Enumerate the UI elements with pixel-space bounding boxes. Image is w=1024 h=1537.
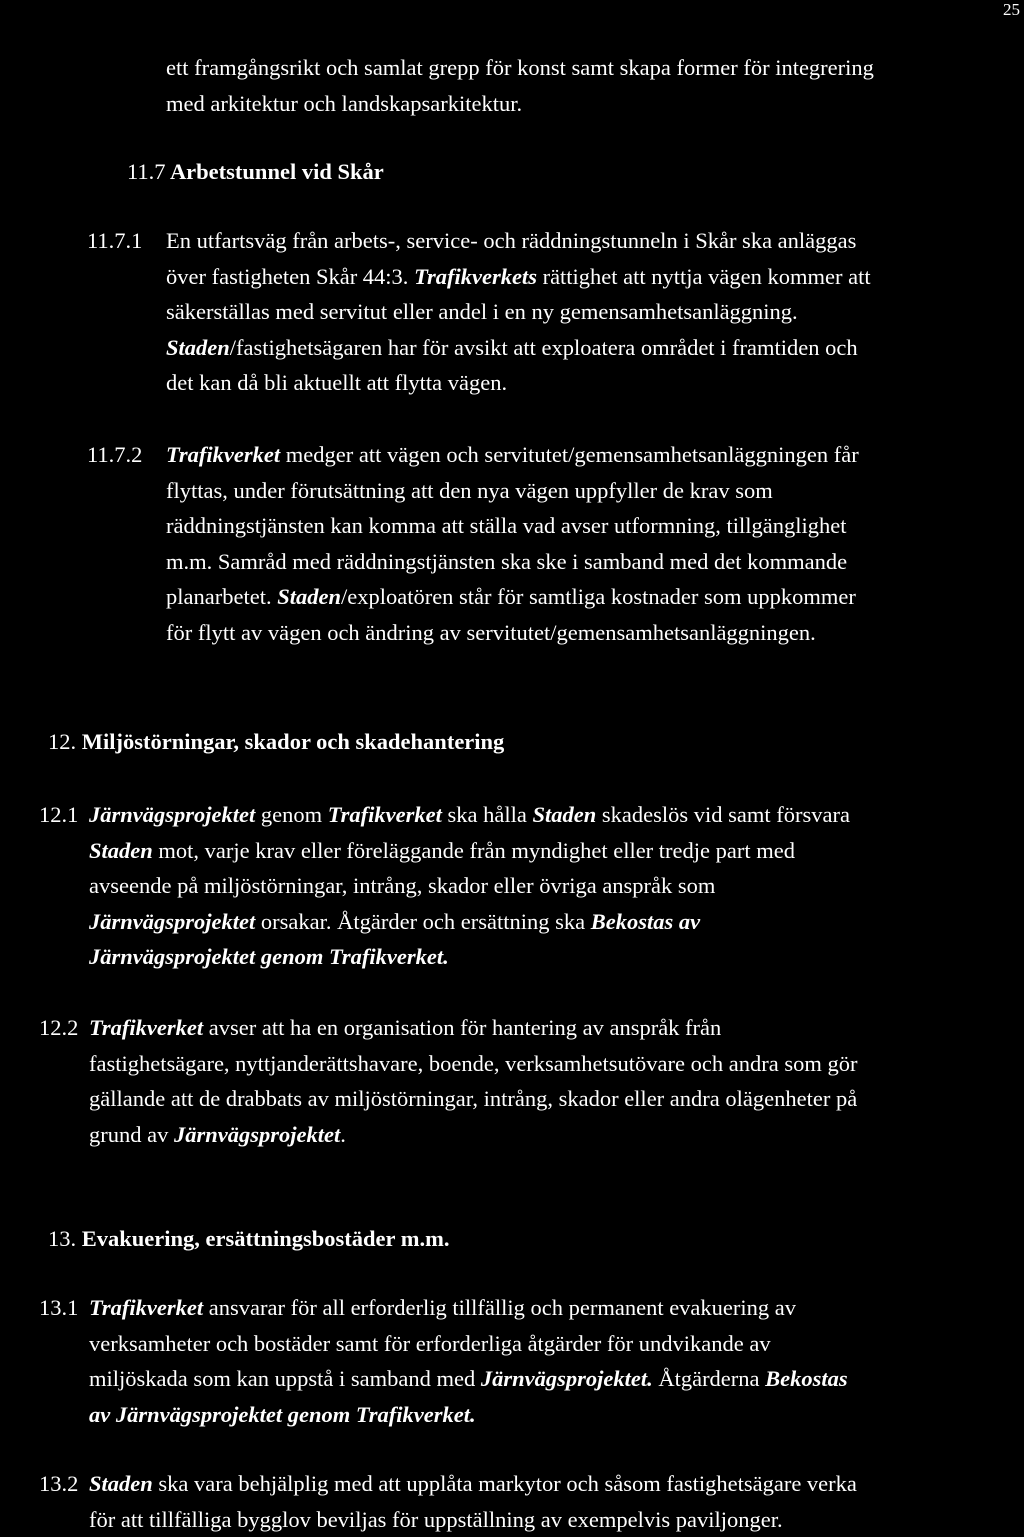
text-line — [89, 1361, 848, 1397]
text-run: miljöskada som kan uppstå i samband med — [89, 1366, 481, 1392]
text-line — [89, 1290, 848, 1326]
paragraph-11-7-1 — [87, 223, 871, 401]
paragraph-11-7-2 — [87, 437, 859, 651]
text-run: grund av — [89, 1121, 174, 1147]
text-run: rättighet att nyttja vägen kommer att — [536, 263, 871, 289]
text-run: över fastigheten Skår 44:3. — [166, 263, 409, 289]
text-line: för att tillfälliga bygglov beviljas för uppställning av exempelvis paviljonger. — [89, 1506, 783, 1532]
term-staden: Staden — [89, 1471, 153, 1496]
term-jarnvagsprojektet: Järnvägsprojektet — [89, 802, 256, 827]
term-trafikverket: Trafikverket — [89, 1295, 204, 1320]
section-heading-13 — [48, 1221, 449, 1257]
section-title: Arbetstunnel vid Skår — [169, 159, 384, 184]
page-number: 25 — [1003, 0, 1020, 19]
paragraph-12-2 — [39, 1010, 858, 1152]
text-run: /exploatören står för samtliga kostnader som uppkommer — [340, 584, 856, 610]
paragraph-12-1 — [39, 797, 850, 975]
section-title: Evakuering, ersättningsbostäder m.m. — [81, 1226, 450, 1251]
paragraph-number: 11.7.1 — [87, 228, 143, 253]
text-line — [89, 833, 850, 869]
text-run: ska vara behjälplig med att upplåta markytor och såsom fastighetsägare verka — [152, 1471, 857, 1496]
text-line: m.m. Samråd med räddningstjänsten ska ske i samband med det kommande — [166, 548, 848, 574]
section-heading-12 — [48, 724, 504, 760]
term-jarnvagsprojektet: Järnvägsprojektet. — [480, 1366, 653, 1392]
text-line — [166, 330, 871, 366]
section-title: Miljöstörningar, skador och skadehantering — [81, 729, 505, 754]
text-line — [89, 1010, 857, 1046]
term-staden: Staden — [532, 802, 597, 827]
section-number: 13. — [48, 1226, 77, 1251]
paragraph-number: 12.1 — [39, 802, 79, 827]
text-run: avser att ha en organisation för hantering av anspråk från — [203, 1015, 722, 1040]
text-line: flyttas, under förutsättning att den nya vägen uppfyller de krav som — [166, 477, 773, 503]
text-line: det kan då bli aktuellt att flytta vägen. — [166, 370, 508, 396]
text-line — [166, 259, 871, 295]
text-run: orsakar. Åtgärder och ersättning ska — [255, 908, 591, 934]
term-jarnvagsprojektet: Järnvägsprojektet — [89, 908, 256, 934]
intro-line: med arkitektur och landskapsarkitektur. — [166, 90, 523, 116]
text-run: planarbetet. — [166, 584, 272, 610]
text-run: mot, varje krav eller föreläggande från myndighet eller tredje part med — [152, 837, 795, 863]
term-trafikverket: Trafikverket — [327, 802, 442, 827]
text-line: gällande att de drabbats av miljöstörningar, intrång, skador eller andra olägenheter på — [89, 1086, 858, 1112]
text-line: säkerställas med servitut eller andel i en ny gemensamhetsanläggning. — [166, 299, 798, 325]
text-line: fastighetsägare, nyttjanderättshavare, boende, verksamhetsutövare och andra som gör — [89, 1050, 858, 1076]
text-line — [89, 904, 850, 940]
term-trafikverket: Trafikverket — [89, 1015, 204, 1040]
paragraph-number: 13.1 — [39, 1295, 79, 1320]
term-staden: Staden — [89, 837, 153, 863]
text-run: Åtgärderna — [652, 1366, 766, 1392]
text-run: . — [340, 1121, 346, 1147]
section-number: 11.7 — [127, 159, 166, 184]
paragraph-number: 12.2 — [39, 1015, 79, 1040]
term-bekostas: Bekostas — [765, 1366, 848, 1392]
paragraph-13-2 — [39, 1466, 857, 1537]
text-line: Järnvägsprojektet genom Trafikverket. — [89, 944, 449, 970]
text-line: En utfartsväg från arbets-, service- och räddningstunneln i Skår ska anläggas — [166, 228, 857, 253]
text-run: /fastighetsägaren har för avsikt att exploatera området i framtiden och — [229, 334, 858, 360]
text-line — [166, 437, 859, 473]
text-run: ska hålla — [441, 802, 533, 827]
paragraph-number: 13.2 — [39, 1471, 79, 1496]
text-line — [89, 1117, 857, 1153]
text-line: verksamheter och bostäder samt för erforderliga åtgärder för undvikande av — [89, 1330, 771, 1356]
section-number: 12. — [48, 729, 77, 754]
paragraph-number: 11.7.2 — [87, 442, 143, 467]
text-run: ansvarar för all erforderlig tillfällig och permanent evakuering av — [203, 1295, 797, 1320]
text-line: avseende på miljöstörningar, intrång, skador eller övriga anspråk som — [89, 873, 716, 899]
text-line: räddningstjänsten kan komma att ställa vad avser utformning, tillgänglighet — [166, 513, 847, 539]
text-run: medger att vägen och servitutet/gemensamhetsanläggningen får — [280, 442, 859, 467]
text-run: genom — [255, 802, 328, 827]
term-trafikverket: Trafikverket — [166, 442, 281, 467]
term-trafikverkets: Trafikverkets — [414, 263, 537, 289]
text-line — [89, 797, 850, 833]
text-line — [166, 579, 859, 615]
text-line — [89, 1466, 857, 1502]
text-line: av Järnvägsprojektet genom Trafikverket. — [89, 1401, 476, 1427]
intro-line: ett framgångsrikt och samlat grepp för konst samt skapa former för integrering — [166, 55, 874, 80]
text-line: för flytt av vägen och ändring av servitutet/gemensamhetsanläggningen. — [166, 619, 816, 645]
term-staden: Staden — [166, 334, 230, 360]
paragraph-13-1 — [39, 1290, 848, 1432]
term-staden: Staden — [277, 584, 341, 610]
text-run: skadeslös vid samt försvara — [596, 802, 850, 827]
term-jarnvagsprojektet: Järnvägsprojektet — [173, 1121, 341, 1147]
section-heading-11-7 — [127, 154, 384, 190]
term-bekostas: Bekostas av — [590, 908, 701, 934]
intro-paragraph — [166, 50, 874, 121]
